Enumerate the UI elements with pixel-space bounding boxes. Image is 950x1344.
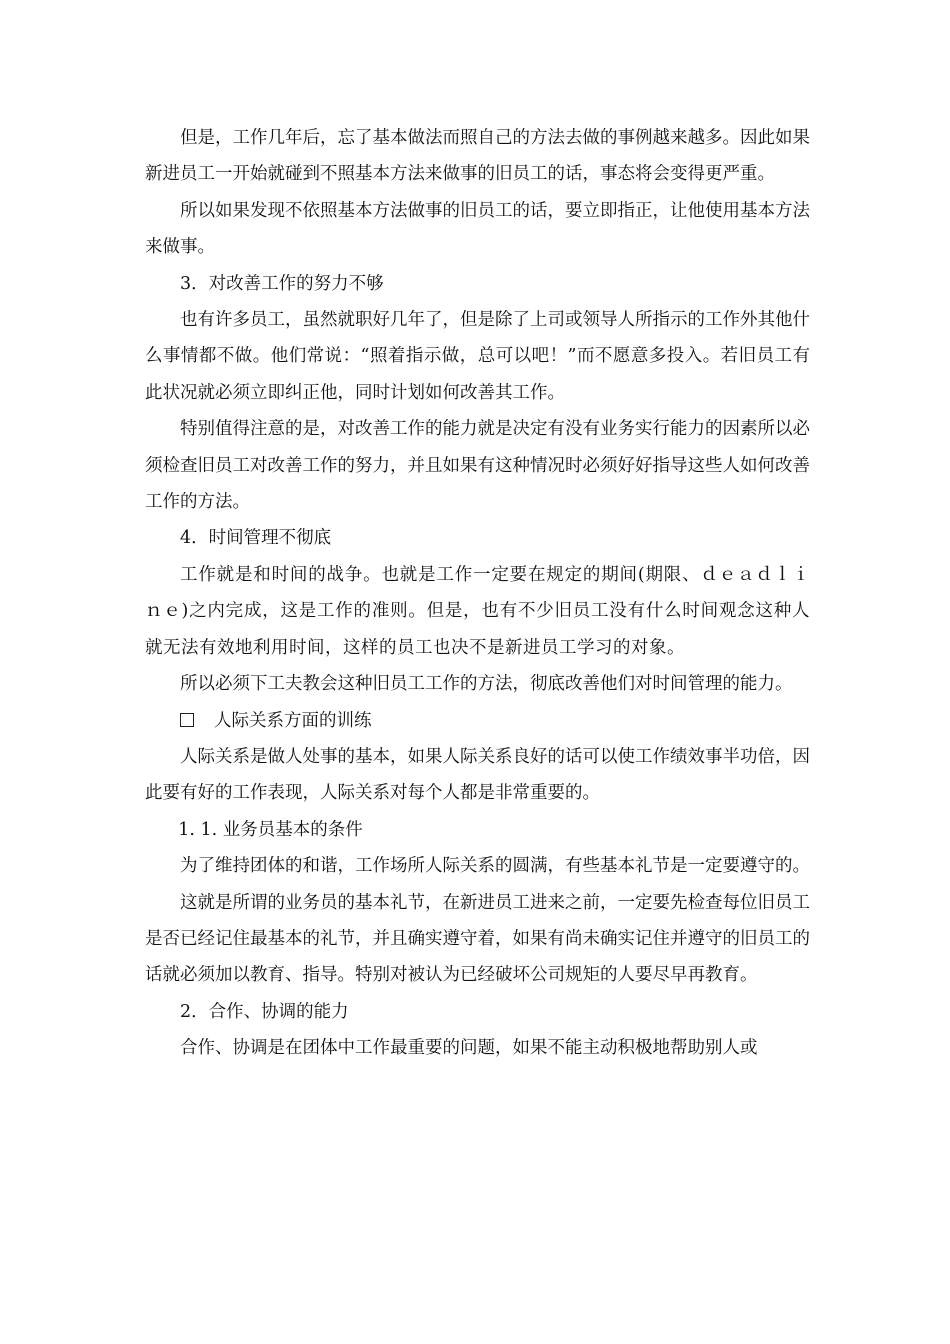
section-heading: 1. 1. 业务员基本的条件 [178,819,363,840]
paragraph: 特别值得注意的是，对改善工作的能力就是决定有没有业务实行能力的因素所以必须检查旧员工对改善工作的努力，并且如果有这种情况时必须好好指导这些人如何改善工作的方法。 [145,419,810,513]
paragraph: 所以必须下工夫教会这种旧员工工作的方法，彻底改善他们对时间管理的能力。 [180,674,793,695]
section-heading: 4．时间管理不彻底 [180,528,332,549]
paragraph: 但是，工作几年后，忘了基本做法而照自己的方法去做的事例越来越多。因此如果新进员工一开始就碰到不照基本方法来做事的旧员工的话，事态将会变得更严重。 [145,128,810,185]
section-heading: 2．合作、协调的能力 [180,1001,349,1022]
paragraph: 合作、协调是在团体中工作最重要的问题，如果不能主动积极地帮助别人或 [180,1038,758,1059]
checkbox-section-heading-label: 人际关系方面的训练 [214,710,372,731]
paragraph: 也有许多员工，虽然就职好几年了，但是除了上司或领导人所指示的工作外其他什么事情都不做。他们常说：“照着指示做，总可以吧！”而不愿意多投入。若旧员工有此状况就必须立即纠正他，同时计划如何改善其工作。 [145,310,810,403]
paragraph: 为了维持团体的和谐，工作场所人际关系的圆满，有些基本礼节是一定要遵守的。 [180,856,810,877]
paragraph: 所以如果发现不依照基本方法做事的旧员工的话，要立即指正，让他使用基本方法来做事。 [145,200,810,258]
paragraph: 人际关系是做人处事的基本，如果人际关系良好的话可以使工作绩效事半功倍，因此要有好的工作表现，人际关系对每个人都是非常重要的。 [145,746,810,804]
paragraph: 工作就是和时间的战争。也就是工作一定要在规定的期间(期限、ｄｅａｄｌｉｎｅ)之内完成，这是工作的准则。但是，也有不少旧员工没有什么时间观念这种人就无法有效地利用时间，这样的员工也决不是新进员工学习的对象。 [145,564,810,658]
checkbox-section-heading [145,703,810,739]
document-body [145,120,810,1067]
section-heading: 3．对改善工作的努力不够 [180,273,384,294]
paragraph: 这就是所谓的业务员的基本礼节，在新进员工进来之前，一定要先检查每位旧员工是否已经记住最基本的礼节，并且确实遵守着，如果有尚未确实记住并遵守的旧员工的话就必须加以教育、指导。特别对被认为已经破坏公司规矩的人要尽早再教育。 [145,892,810,986]
checkbox-bullet-icon [180,713,194,727]
